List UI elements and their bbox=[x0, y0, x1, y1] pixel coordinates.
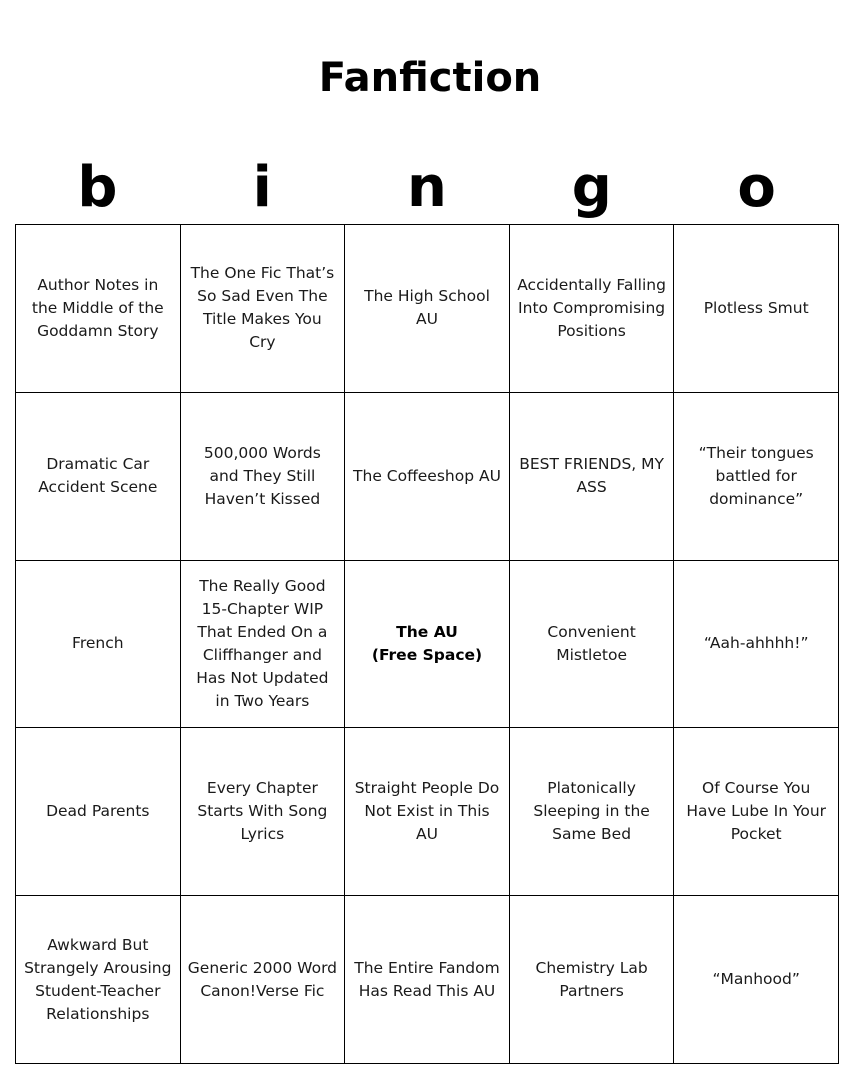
bingo-cell bbox=[181, 393, 346, 561]
bingo-cell bbox=[674, 393, 839, 561]
bingo-cell-text: Straight People Do Not Exist in This AU bbox=[354, 779, 500, 844]
bingo-free-space-text bbox=[352, 621, 502, 667]
bingo-cell-text: Platonically Sleeping in the Same Bed bbox=[533, 779, 650, 844]
bingo-cell bbox=[510, 728, 675, 896]
bingo-cell bbox=[674, 561, 839, 729]
bingo-cell bbox=[510, 896, 675, 1064]
bingo-cell bbox=[345, 225, 510, 393]
bingo-cell-text: “Aah-ahhhh!” bbox=[703, 634, 809, 653]
free-space-line-2: (Free Space) bbox=[371, 645, 483, 664]
bingo-cell bbox=[16, 896, 181, 1064]
bingo-letter-n: n bbox=[407, 155, 447, 220]
bingo-letter-b: b bbox=[77, 155, 118, 220]
bingo-cell-text: Author Notes in the Middle of the Goddamn Story bbox=[31, 275, 164, 340]
bingo-cell bbox=[16, 728, 181, 896]
free-space-line-1: The AU bbox=[396, 622, 458, 641]
page-title: Fanfiction bbox=[318, 55, 542, 101]
bingo-cell bbox=[181, 728, 346, 896]
bingo-cell-text: “Their tongues battled for dominance” bbox=[698, 443, 814, 508]
bingo-cell-text: The One Fic That’s So Sad Even The Title Makes You Cry bbox=[190, 264, 335, 352]
bingo-cell-text: Accidentally Falling Into Compromising Positions bbox=[517, 275, 666, 340]
bingo-cell bbox=[345, 896, 510, 1064]
bingo-cell-text: Every Chapter Starts With Song Lyrics bbox=[197, 779, 328, 844]
bingo-cell bbox=[510, 225, 675, 393]
bingo-cell bbox=[345, 393, 510, 561]
bingo-cell bbox=[16, 393, 181, 561]
bingo-cell-text: BEST FRIENDS, MY ASS bbox=[519, 455, 664, 497]
bingo-free-space bbox=[345, 561, 510, 729]
bingo-cell-text: Plotless Smut bbox=[703, 298, 809, 317]
bingo-cell-text: The High School AU bbox=[364, 287, 490, 329]
bingo-cell bbox=[510, 393, 675, 561]
bingo-cell-text: Dead Parents bbox=[46, 802, 150, 821]
bingo-cell bbox=[16, 225, 181, 393]
bingo-cell-text: Awkward But Strangely Arousing Student-Teacher Relationships bbox=[24, 935, 172, 1023]
bingo-cell-text: Of Course You Have Lube In Your Pocket bbox=[686, 779, 827, 844]
bingo-cell bbox=[510, 561, 675, 729]
bingo-cell bbox=[181, 225, 346, 393]
bingo-cell-text: The Entire Fandom Has Read This AU bbox=[354, 958, 500, 1000]
bingo-cell-text: The Coffeeshop AU bbox=[353, 466, 501, 485]
bingo-grid bbox=[15, 224, 839, 1064]
bingo-cell-text: The Really Good 15-Chapter WIP That Ended On a Cliffhanger and Has Not Updated in Two Years bbox=[196, 576, 329, 710]
bingo-letter-g: g bbox=[571, 155, 612, 220]
bingo-cell bbox=[181, 896, 346, 1064]
bingo-cell bbox=[674, 225, 839, 393]
bingo-cell bbox=[181, 561, 346, 729]
bingo-cell-text: French bbox=[72, 634, 124, 653]
bingo-letter-i: i bbox=[252, 155, 272, 220]
bingo-cell bbox=[674, 728, 839, 896]
bingo-cell-text: 500,000 Words and They Still Haven’t Kissed bbox=[203, 443, 321, 508]
bingo-cell-text: Convenient Mistletoe bbox=[547, 622, 636, 664]
bingo-letter-o: o bbox=[737, 155, 776, 220]
bingo-cell-text: “Manhood” bbox=[712, 970, 800, 989]
bingo-cell-text: Chemistry Lab Partners bbox=[535, 958, 648, 1000]
bingo-cell bbox=[674, 896, 839, 1064]
bingo-header bbox=[15, 152, 839, 224]
bingo-cell-text: Dramatic Car Accident Scene bbox=[38, 455, 158, 497]
bingo-cell-text: Generic 2000 Word Canon!Verse Fic bbox=[187, 958, 338, 1000]
bingo-cell bbox=[345, 728, 510, 896]
bingo-cell bbox=[16, 561, 181, 729]
